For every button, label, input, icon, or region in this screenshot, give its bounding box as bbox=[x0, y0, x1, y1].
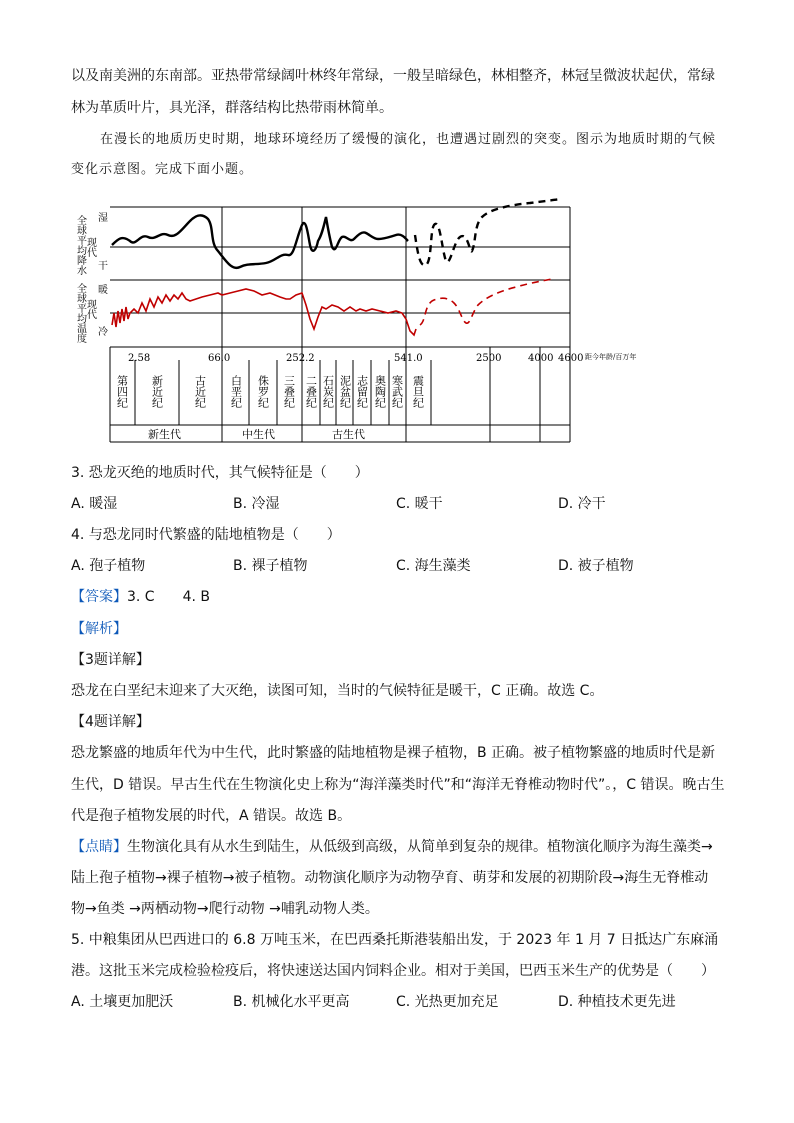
tick-2-58: 2.58 bbox=[128, 353, 151, 364]
q4-option-c[interactable]: C. 海生藻类 bbox=[396, 558, 471, 574]
period-paleogene: 古近纪 bbox=[193, 375, 207, 408]
climate-change-figure bbox=[70, 195, 637, 450]
era-cenozoic: 新生代 bbox=[148, 428, 181, 441]
detail-3-text: 恐龙在白垩纪末迎来了大灭绝，读图可知，当时的气候特征是暖干，C 正确。故选 C。 bbox=[71, 683, 604, 699]
detail-4-line-3: 代是孢子植物发展的时代，A 错误。故选 B。 bbox=[71, 808, 352, 824]
q4-stem: 4. 与恐龙同时代繁盛的陆地植物是（ ） bbox=[71, 527, 341, 543]
era-paleozoic: 古生代 bbox=[332, 428, 365, 441]
detail-4-line-1: 恐龙繁盛的地质年代为中生代，此时繁盛的陆地植物是裸子植物，B 正确。被子植物繁盛的地质时代是新 bbox=[71, 745, 716, 761]
period-carboniferous: 石炭纪 bbox=[321, 375, 335, 408]
tick-541-0: 541.0 bbox=[394, 353, 423, 364]
period-sinian: 震旦纪 bbox=[411, 375, 425, 408]
precip-dry-label: 干 bbox=[98, 261, 108, 272]
tip-line-1 bbox=[71, 837, 713, 857]
answer-line bbox=[71, 587, 210, 607]
q3-stem: 3. 恐龙灭绝的地质时代，其气候特征是（ ） bbox=[71, 465, 369, 481]
period-triassic: 三叠纪 bbox=[282, 375, 296, 408]
intro-line-2: 林为革质叶片，具光泽，群落结构比热带雨林简单。 bbox=[71, 100, 393, 116]
q3-option-b[interactable]: B. 冷湿 bbox=[233, 496, 280, 512]
precip-modern-label: 现代 bbox=[84, 237, 96, 257]
precip-wet-label: 湿 bbox=[98, 213, 108, 224]
q4-option-a[interactable]: A. 孢子植物 bbox=[71, 558, 146, 574]
precip-curve bbox=[112, 215, 408, 268]
q4-option-d[interactable]: D. 被子植物 bbox=[558, 558, 634, 574]
intro-line-1: 以及南美洲的东南部。亚热带常绿阔叶林终年常绿，一般呈暗绿色，林相整齐，林冠呈微波状起伏，常绿 bbox=[71, 68, 715, 84]
tick-4000: 4000 bbox=[528, 353, 554, 364]
q5-option-d[interactable]: D. 种植技术更先进 bbox=[558, 994, 676, 1010]
age-unit-label: 距今年龄/百万年 bbox=[585, 353, 637, 361]
answer-text: 3. C 4. B bbox=[127, 589, 210, 605]
tip-line-3: 物→鱼类 →两栖动物→爬行动物 →哺乳动物人类。 bbox=[71, 901, 379, 917]
q5-line-2: 港。这批玉米完成检验检疫后，将快速送达国内饲料企业。相对于美国，巴西玉米生产的优势是（ ） bbox=[71, 963, 715, 979]
era-mesozoic: 中生代 bbox=[242, 428, 275, 441]
q5-line-1: 5. 中粮集团从巴西进口的 6.8 万吨玉米，在巴西桑托斯港装船出发，于 2023 年 1 月 7 日抵达广东麻涌 bbox=[71, 932, 719, 948]
period-devonian: 泥盆纪 bbox=[338, 375, 352, 408]
q5-option-c[interactable]: C. 光热更加充足 bbox=[396, 994, 499, 1010]
q5-option-a[interactable]: A. 土壤更加肥沃 bbox=[71, 994, 174, 1010]
analysis-tag: 【解析】 bbox=[71, 621, 127, 637]
period-cambrian: 寒武纪 bbox=[390, 375, 404, 408]
precip-curve-dashed bbox=[415, 199, 560, 265]
temp-warm-label: 暖 bbox=[98, 285, 108, 296]
detail-4-tag: 【4题详解】 bbox=[71, 714, 150, 730]
tip-tag: 【点睛】 bbox=[71, 839, 127, 855]
period-cretaceous: 白垩纪 bbox=[229, 375, 243, 408]
material-line-1: 在漫长的地质历史时期，地球环境经历了缓慢的演化，也遭遇过剧烈的突变。图示为地质时期的气候 bbox=[100, 132, 717, 147]
tick-66-0: 66.0 bbox=[208, 353, 231, 364]
precip-axis-label: 全球平均降水 bbox=[74, 215, 86, 275]
tick-2500: 2500 bbox=[476, 353, 502, 364]
temp-cold-label: 冷 bbox=[98, 327, 108, 338]
detail-4-line-2: 生代，D 错误。早古生代在生物演化史上称为“海洋藻类时代”和“海洋无脊椎动物时代”。，C 错误。晚古生 bbox=[71, 777, 725, 793]
tip-line-2: 陆上孢子植物→裸子植物→被子植物。动物演化顺序为动物孕育、萌芽和发展的初期阶段→海生无脊椎动 bbox=[71, 870, 709, 886]
period-permian: 二叠纪 bbox=[304, 375, 318, 408]
temp-curve-dashed bbox=[420, 279, 552, 325]
answer-tag: 【答案】 bbox=[71, 589, 127, 605]
detail-3-tag: 【3题详解】 bbox=[71, 652, 150, 668]
period-ordovician: 奥陶纪 bbox=[373, 375, 387, 408]
period-quaternary: 第四纪 bbox=[115, 375, 129, 408]
tick-4600: 4600 bbox=[558, 353, 584, 364]
tick-252-2: 252.2 bbox=[286, 353, 315, 364]
temp-curve bbox=[112, 289, 416, 335]
q3-option-c[interactable]: C. 暖干 bbox=[396, 496, 443, 512]
tip-text-1: 生物演化具有从水生到陆生，从低级到高级，从简单到复杂的规律。植物演化顺序为海生藻类→ bbox=[127, 839, 713, 855]
q5-option-b[interactable]: B. 机械化水平更高 bbox=[233, 994, 350, 1010]
temp-axis-label: 全球平均温度 bbox=[74, 283, 86, 343]
material-line-2: 变化示意图。完成下面小题。 bbox=[71, 162, 254, 177]
q3-option-a[interactable]: A. 暖湿 bbox=[71, 496, 118, 512]
q4-option-b[interactable]: B. 裸子植物 bbox=[233, 558, 308, 574]
period-silurian: 志留纪 bbox=[355, 375, 369, 408]
q3-option-d[interactable]: D. 冷干 bbox=[558, 496, 606, 512]
temp-modern-label: 现代 bbox=[84, 299, 96, 319]
period-neogene: 新近纪 bbox=[150, 375, 164, 408]
period-jurassic: 侏罗纪 bbox=[256, 375, 270, 408]
